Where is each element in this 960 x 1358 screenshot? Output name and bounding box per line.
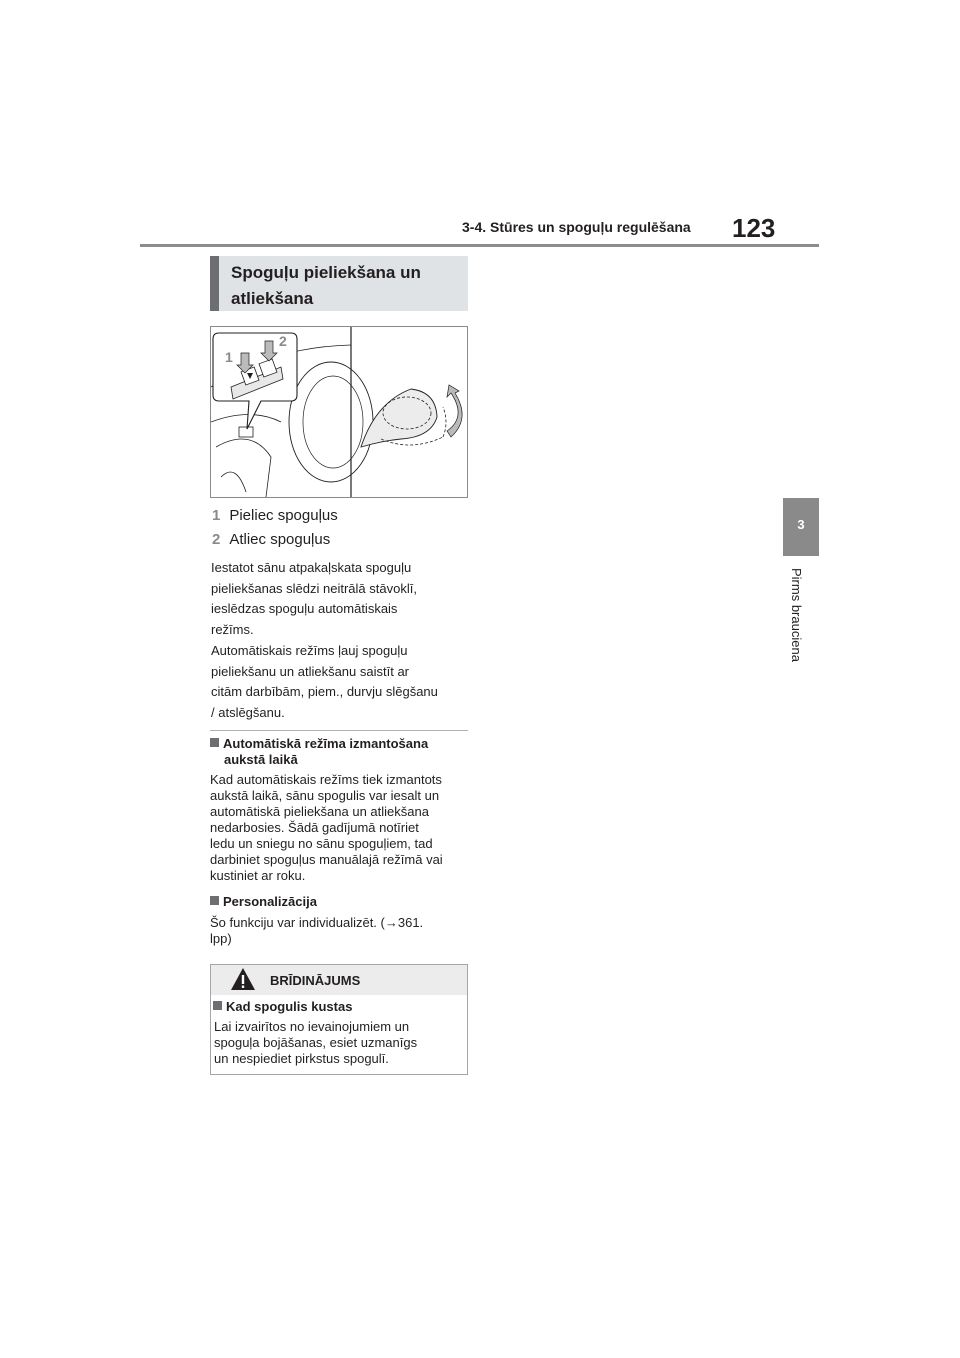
step-2-number: 2 bbox=[212, 531, 221, 548]
page-number: 123 bbox=[732, 213, 776, 243]
intro-line: režīms. bbox=[211, 622, 254, 638]
section-heading-line1: Spoguļu pieliekšana un bbox=[231, 263, 421, 282]
note-divider bbox=[210, 730, 468, 731]
bullet-square-icon bbox=[210, 896, 219, 905]
intro-line: citām darbībām, piem., durvju slēgšanu bbox=[211, 684, 438, 700]
note-1-title: Automātiskā režīma izmantošana aukstā laikā bbox=[210, 736, 468, 768]
intro-line: ieslēdzas spoguļu automātiskais bbox=[211, 601, 398, 617]
step-1-text: Pieliec spoguļus bbox=[229, 507, 338, 524]
step-1 bbox=[212, 507, 338, 524]
section-heading-line2: atliekšana bbox=[231, 289, 314, 308]
warning-title: BRĪDINĀJUMS bbox=[270, 973, 361, 988]
note-2-body: Šo funkciju var individualizēt. (→361. lpp) bbox=[210, 915, 424, 946]
intro-line: pieliekšanu un atliekšanu saistīt ar bbox=[211, 663, 410, 679]
step-1-number: 1 bbox=[212, 507, 221, 524]
note-1-body: Kad automātiskais režīms tiek izmantots aukstā laikā, sānu spogulis var iesalt un automātiskā pieliekšana un atliekšana nedarbosies. Šādā gadījumā notīriet ledu un sniegu no sānu spoguļiem, tad darbiniet spoguļus manuālajā režīmā vai kustiniet ar roku. bbox=[210, 772, 443, 883]
intro-line: / atslēgšanu. bbox=[211, 704, 285, 720]
mirror-fold-illustration bbox=[210, 326, 468, 498]
bullet-square-icon bbox=[210, 738, 219, 747]
step-2-text: Atliec spoguļus bbox=[229, 531, 331, 548]
chapter-number: 3 bbox=[797, 517, 805, 532]
header-divider bbox=[140, 244, 819, 247]
intro-line: Iestatot sānu atpakaļskata spoguļu bbox=[211, 560, 412, 575]
note-2-title: Personalizācija bbox=[210, 894, 468, 910]
intro-line: pieliekšanas slēdzi neitrālā stāvoklī, bbox=[211, 580, 417, 596]
step-2 bbox=[212, 531, 330, 548]
section-heading bbox=[210, 256, 468, 311]
chapter-title: Pirms brauciena bbox=[789, 568, 804, 662]
warning-triangle-icon bbox=[230, 967, 256, 991]
warning-body: Lai izvairītos no ievainojumiem un spoguļa bojāšanas, esiet uzmanīgs un nespiediet pirkstus spogulī. bbox=[214, 1019, 418, 1066]
intro-paragraph bbox=[211, 558, 467, 724]
bullet-square-icon bbox=[213, 1001, 222, 1010]
warning-subtitle: Kad spogulis kustas bbox=[213, 999, 463, 1015]
section-title: 3-4. Stūres un spoguļu regulēšana bbox=[462, 219, 691, 235]
mirror-fold-drawing bbox=[211, 327, 467, 497]
callout-1-label: 1 bbox=[225, 349, 233, 365]
intro-line: Automātiskais režīms ļauj spoguļu bbox=[211, 642, 408, 658]
callout-2-label: 2 bbox=[279, 333, 287, 349]
